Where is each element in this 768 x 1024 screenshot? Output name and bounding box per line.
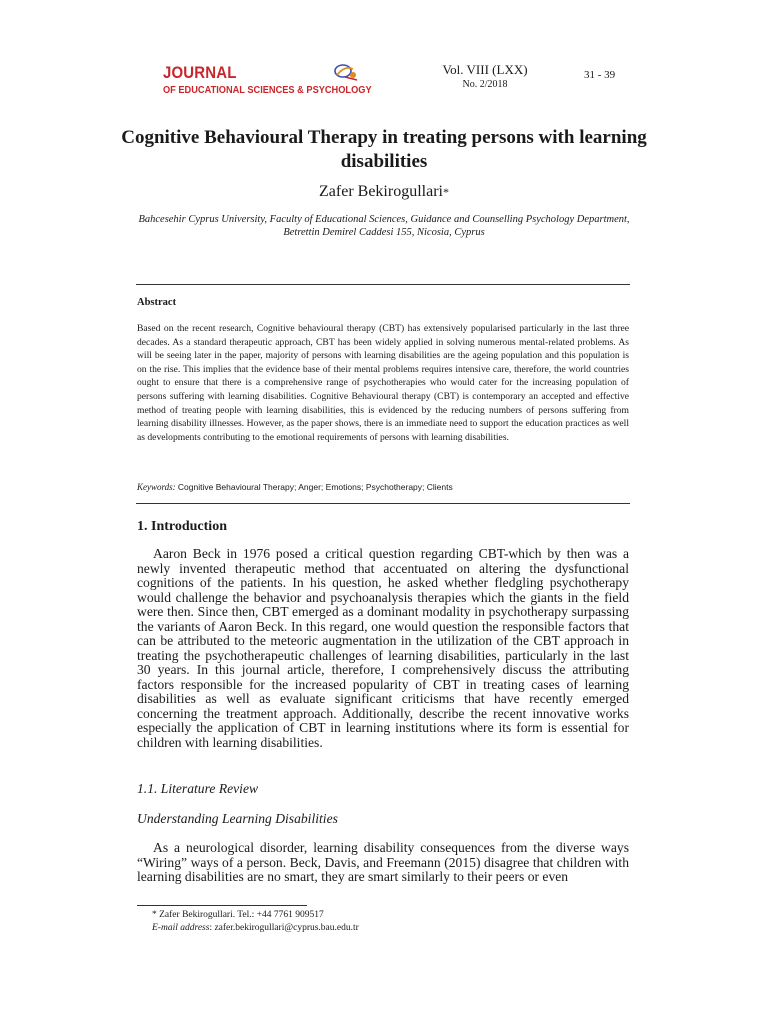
journal-title: JOURNAL [163,63,237,82]
section-heading-introduction: 1. Introduction [137,519,227,534]
keywords-list: Cognitive Behavioural Therapy; Anger; Emotions; Psychotherapy; Clients [177,482,453,492]
author-line [120,183,648,201]
footnote-contact: * Zafer Bekirogullari. Tel.: +44 7761 909517 [152,910,324,920]
article-title: Cognitive Behavioural Therapy in treating persons with learning disabilities [121,127,647,172]
volume-info [430,63,540,92]
page-range: 31 - 39 [584,69,616,81]
keywords-label: Keywords: [137,482,176,492]
abstract-heading: Abstract [137,297,177,308]
volume-label: Vol. VIII (LXX) [442,62,528,77]
divider-top [136,284,630,285]
journal-emblem-icon [331,63,361,83]
divider-bottom [136,503,630,504]
keywords-line [137,482,629,492]
introduction-paragraph: Aaron Beck in 1976 posed a critical question regarding CBT-which by then was a newly invented therapeutic method that accentuated on altering the dysfunctional cognitions of the patients. In his question, he asked whether fledgling psychotherapy would challenge the behavior and psychoanalysis therapies which the giants in the field were then. Since then, CBT emerged as a dominant modality in psychotherapy surpassing the variants of Aaron Beck. In this regard, one would question the responsible factors that can be attributed to the meteoric augmentation in the utilization of the CBT approach in treating the psychotherapeutic challenges of learning disabilities, particularly in the last 30 years. In this journal article, therefore, I comprehensively discuss the attributing factors responsible for the increased popularity of CBT in treating cases of learning disabilities as well as evaluate significant criticisms that have recently emerged concerning the treatment approach. Additionally, describe the recent innovative works especially the application of CBT in learning institutions where its form is essential for children with learning disabilities. [137,546,629,750]
abstract-text: Based on the recent research, Cognitive behavioural therapy (CBT) has extensively popularised particularly in the last three decades. As a standard therapeutic approach, CBT has been widely applied in solving numerous mental-related problems. As will be seeing later in the paper, majority of persons with learning disabilities are the ageing population and this population is on the rise. This implies that the evidence base of their mental problems requires intensive care, therefore, the world countries ought to ensure that there is a comprehensive range of psychotherapies who would cater for the increasing population of persons suffering with learning disabilities. Cognitive Behavioural therapy (CBT) is contemporary an accepted and effective method of treating people with learning disabilities, this is evidenced by the reducing numbers of persons suffering from learning disability illnesses. However, as the paper shows, there is an immediate need to support the education practices as well as developments contributing to the emotional requirements of persons with learning disabilities. [137,323,629,443]
journal-logo [163,63,373,103]
email-label: E-mail address [152,923,210,933]
issue-number: No. 2/2018 [462,79,508,90]
learning-disabilities-paragraph: As a neurological disorder, learning disability consequences from the diverse ways “Wiring” ways of a person. Beck, Davis, and Freemann (2015) disagree that children with learning disabilities are no smart, they are smart similarly to their peers or even [137,840,629,884]
footnote-email [152,923,359,933]
subsection-heading-literature-review: 1.1. Literature Review [137,781,259,796]
email-address[interactable]: : zafer.bekirogullari@cyprus.bau.edu.tr [209,923,359,933]
author-affiliation: Bahcesehir Cyprus University, Faculty of Educational Sciences, Guidance and Counselling Psychology Department, Betrettin Demirel Caddesi 155, Nicosia, Cyprus [138,214,630,238]
author-footnote-mark: * [442,185,449,199]
journal-subtitle: OF EDUCATIONAL SCIENCES & PSYCHOLOGY [163,84,372,96]
author-name: Zafer Bekirogullari [319,183,443,200]
subsubsection-heading-learning-disabilities: Understanding Learning Disabilities [137,811,338,826]
footnote-divider [137,905,307,906]
